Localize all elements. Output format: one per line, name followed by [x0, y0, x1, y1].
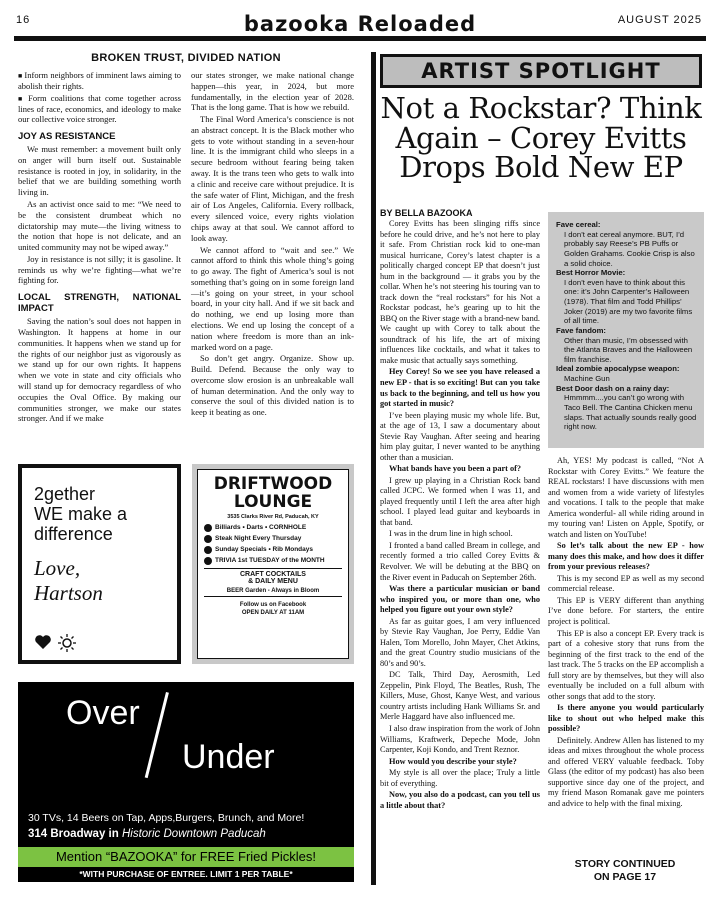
ad-line: Love, [34, 556, 81, 581]
driftwood-address: 3535 Clarks River Rd, Paducah, KY [227, 513, 319, 520]
craft-line: & DAILY MENU [248, 578, 298, 586]
ad-line: difference [34, 524, 113, 545]
sidebar-answer: Hmmmm....you can’t go wrong with Taco Bell. The Cantina Chicken menu slaps. That actually sounds really good right now. [564, 393, 697, 432]
driftwood-title [204, 476, 342, 512]
sidebar-question: Best Horror Movie: [556, 268, 626, 278]
driftwood-item [204, 546, 342, 554]
page-header [0, 0, 720, 44]
spotlight-column-2 [548, 456, 704, 811]
paragraph: Ah, YES! My podcast is called, “Not A Rockstar with Corey Evitts.” We feature the REAL rockstars! I have discussions with men and women from a wide variety of lifestyles and vocations. I talk to the people that make America wonderful- all while riding around in my touring van! Listen on Apple, Spotify, or watch and listen on YouTube! [548, 456, 704, 539]
article-kicker: BROKEN TRUST, DIVIDED NATION [91, 52, 281, 64]
paragraph: This EP is also a concept EP. Every track is part of a cohesive story that runs from the beginning of the first track to the end of the last track. The 5 tracks on the EP accomplish a full story are by themselves, but they will also eventually be included on a full album with other songs that add to the story. [548, 628, 704, 701]
sidebar-answer: I don’t eat cereal anymore. BUT, I’d probably say Reese’s PB Puffs or Golden Grahams. Cookie Crisp is also a solid choice. [564, 229, 695, 268]
paragraph: This EP is VERY different than anything I’ve done before. For starters, the entire project is political. [548, 595, 704, 626]
bullet-icon [204, 535, 212, 543]
ad-line: WE make a [34, 504, 128, 525]
sidebar-answer: Other than music, I’m obsessed with the Atlanta Braves and the Halloween film franchise. [564, 335, 693, 364]
follow-line: Follow us on Facebook [239, 602, 307, 609]
logo-under: Under [182, 738, 275, 776]
artist-spotlight-banner [380, 54, 702, 88]
paragraph: We must remember: a movement built only on anger will burn itself out. Sustainable resistance is rooted in joy, in solidarity, in the belief that we are building something worth living in. [18, 144, 181, 198]
sidebar-question: Ideal zombie apocalypse weapon: [556, 364, 680, 374]
paragraph: I’ve been playing music my whole life. But, at the age of 13, I saw a documentary about Stevie Ray Vaughan. After seeing and hearing him play guitar, I never wanted to be anything other than a musician. [380, 410, 540, 462]
masthead: bazooka Reloaded [243, 12, 477, 36]
bullet-icon [204, 557, 212, 565]
ad-line: Hartson [34, 580, 103, 605]
issue-date: AUGUST 2025 [617, 14, 702, 26]
column-divider [371, 52, 376, 885]
ad-line: 2gether [34, 484, 96, 504]
paragraph: As far as guitar goes, I am very influenced by Stevie Ray Vaughan, Joe Perry, Eddie Van Halen, Tom Morello, John Mayer, Chet Atkins, and the great Country studio musicians of the 80’s and 90’s. [380, 616, 540, 668]
fun-facts-sidebar [548, 212, 704, 448]
question: Was there a particular musician or band who inspired you, or more than one, who helped you figure out your own style? [380, 584, 540, 615]
logo-over: Over [66, 694, 140, 732]
paragraph: Saving the nation’s soul does not happen in Washington. It happens at home in our communities. It happens when we stand up for the rights of our neighbor just as vigorously as we stand up for our own rights. It happens when we vote in state and city officials who will stand up for democracy regardless of who occupies the Oval Office. By making our communities stronger, we make our states stronger. And if we make [18, 316, 181, 424]
bullet-item: ■ Form coalitions that come together across lines of race, economics, and ideology to make our collective voice stronger. [18, 93, 181, 125]
paragraph: Definitely. Andrew Allen has listened to my ideas and mixes throughout the whole process and offered VERY valuable feedback. Toby Glass (the editor of my podcast) has also been supportive since day one of the project, and my friend Mason Romanak gave me pointers and advice to help with the final mixing. [548, 735, 704, 808]
driftwood-item [204, 524, 342, 532]
craft-line: CRAFT COCKTAILS [240, 570, 306, 578]
item-label: Billiards • Darts • CORNHOLE [215, 524, 307, 532]
ad-driftwood-lounge [192, 464, 354, 664]
paragraph: I grew up playing in a Christian Rock band called JCPC. We formed when I was 11, and played frequently until I left the area after high school. I played lead guitar and keyboards in that band. [380, 475, 540, 527]
sidebar-question: Fave cereal: [556, 220, 601, 229]
driftwood-follow [204, 602, 342, 618]
sidebar-answer: I don’t even have to think about this one: it’s John Carpenter’s Halloween (1978). That film and Todd Phillips’ Joker (2019) are my two favorite films of all time. [564, 277, 693, 326]
over-under-promo: Mention “BAZOOKA” for FREE Fried Pickles! [18, 847, 354, 867]
bullet-item: ■ Inform neighbors of imminent laws aiming to abolish their rights. [18, 70, 181, 92]
address-bold: 314 Broadway in [28, 828, 122, 840]
spotlight-headline: Not a Rockstar? Think Again – Corey Evitts Drops Bold New EP [380, 91, 702, 185]
paragraph: I was in the drum line in high school. [389, 529, 513, 539]
driftwood-item [204, 557, 342, 565]
paragraph: My style is all over the place; Truly a little bit of everything. [380, 768, 540, 788]
paragraph: I also draw inspiration from the work of John Williams, Kraftwerk, Depeche Mode, John Carpenter, Koji Kondo, and Trent Reznor. [380, 723, 540, 755]
item-label: Sunday Specials • Rib Mondays [215, 546, 313, 554]
paragraph: We cannot afford to “wait and see.” We cannot afford to think this whole thing’s going to go away. The fight of America’s soul is not something that’s going on in some foreign land—it’s going on your street, in your school board, in your city hall. And if we sit back and do nothing, we end up losing more than elections. We end up losing the concept of a nation where freedom is more than an ink-marked word on a page. [191, 244, 354, 352]
paragraph: This is my second EP as well as my second commercial release. [548, 573, 704, 594]
heart-icon [34, 634, 52, 650]
paragraph: I fronted a band called Bream in college, and recently formed a trio called Corey Evitts & Revolver. We will be debuting at the BBQ on the River event in Paducah on September 26th. [380, 540, 540, 582]
sun-icon [58, 634, 76, 652]
banner-text: ARTIST SPOTLIGHT [421, 59, 661, 83]
ad-2gether-icons [34, 634, 76, 652]
section-heading: LOCAL STRENGTH, NATIONAL IMPACT [18, 292, 181, 315]
byline: BY BELLA BAZOOKA [380, 208, 473, 218]
question: Is there anyone you would particularly like to shout out who helped make this possible? [548, 703, 704, 734]
continued-line: ON PAGE 17 [593, 870, 657, 883]
logo-slash [145, 692, 169, 778]
ad-over-under [18, 682, 354, 882]
ad-2gether [18, 464, 181, 664]
follow-line: OPEN DAILY AT 11AM [241, 609, 305, 616]
driftwood-item [204, 535, 342, 543]
header-rule [14, 36, 706, 41]
title-line: DRIFTWOOD [213, 474, 333, 494]
bullet-icon [204, 524, 212, 532]
story-continued [548, 858, 702, 883]
driftwood-cocktail-box [204, 568, 342, 597]
sidebar-question: Best Door dash on a rainy day: [556, 383, 670, 393]
left-article [18, 52, 354, 462]
over-under-logo [66, 692, 326, 792]
article-column-1 [18, 70, 181, 425]
item-label: TRIVIA 1st TUESDAY of the MONTH [215, 557, 325, 565]
driftwood-garden: BEER Garden - Always in Bloom [226, 588, 320, 595]
over-under-tagline: 30 TVs, 14 Beers on Tap, Apps,Burgers, Brunch, and More! [28, 812, 305, 824]
continued-line: STORY CONTINUED [574, 858, 676, 870]
bullet-icon [204, 546, 212, 554]
paragraph: So don’t get angry. Organize. Show up. Build. Defend. Because the only way to overcome slow erosion is an unbreakable wall of human determination. And the only way to conserve the soul of this divided nation is to keep it beating as one. [191, 353, 354, 418]
question: So let’s talk about the new EP - how many does this make, and how does it differ from your previous releases? [548, 541, 704, 572]
title-line: LOUNGE [233, 491, 313, 512]
ad-2gether-signoff [34, 556, 169, 604]
paragraph: Corey Evitts has been slinging riffs since before he could drive, and he’s not here to play it safe. From Christian rock kid to one-man musical hurricane, Corey’s latest chapter is a politically charged concept EP that doesn’t just hum in the background — it grabs you by the collar. When he’s not steering his touring van to track down the “real rockstars” for his Not a Rockstar podcast, he’s gearing up to hit the BBQ on the River stage with a brand-new band. We caught up with Corey to talk about the soundtrack of his life, the art of mixing influences like cocktails, and what it takes to make music that actually says something. [380, 219, 540, 365]
item-label: Steak Night Every Thursday [215, 535, 302, 543]
question: What bands have you been a part of? [389, 464, 522, 474]
over-under-address [28, 828, 266, 840]
ad-2gether-message [34, 484, 169, 544]
page-number: 16 [16, 14, 31, 26]
article-column-2 [191, 70, 354, 425]
question: Now, you also do a podcast, can you tell us a little about that? [380, 790, 540, 810]
paragraph: Joy in resistance is not silly; it is gasoline. It reminds us why we’re fighting—what we’re fighting for. [18, 253, 181, 286]
question: Hey Corey! So we see you have released a new EP - that is so exciting! But can you take us back to the beginning, and tell us how you got started in music? [380, 367, 540, 409]
paragraph: our states stronger, we make national change happen—this year, in 2024, but more fundamentally, in the election year of 2028. That is the long game. That is how we rebuild. [191, 70, 354, 113]
question: How would you describe your style? [389, 756, 517, 766]
spotlight-column-1 [380, 208, 540, 812]
section-heading: JOY AS RESISTANCE [18, 131, 116, 143]
driftwood-craft [204, 571, 342, 586]
over-under-fine-print: *WITH PURCHASE OF ENTREE. LIMIT 1 PER TABLE* [79, 869, 293, 879]
paragraph: DC Talk, Third Day, Aerosmith, Led Zeppelin, Pink Floyd, The Beatles, Rush, The Killers, Muse, Ghost, Kanye West, and various country artists including Hank Williams Sr. and Merle Haggard have also influenced me. [380, 670, 540, 722]
sidebar-answer: Machine Gun [564, 374, 610, 383]
paragraph: As an activist once said to me: “We need to be the consistent drumbeat which no dictatorship may mute—the living witness to the notion that hope is not delicate, and an united community may not be wiped away.” [18, 199, 181, 253]
paragraph: The Final Word America’s conscience is not an abstract concept. It is the Black mother who gets to vote without standing in a seven-hour line. It is the immigrant child who sleeps in a secure bedroom without fearing being taken away. It is the trans teen who gets to walk into a clinic and receive care without prejudice. It is the safe water of Flint, Michigan, and the fresh air of Los Angeles, California. Every rollback, every silenced voice, every rights violation chips away at that soul. We cannot afford to look away. [191, 114, 354, 243]
address-italic: Historic Downtown Paducah [121, 828, 266, 840]
sidebar-question: Fave fandom: [556, 325, 606, 335]
